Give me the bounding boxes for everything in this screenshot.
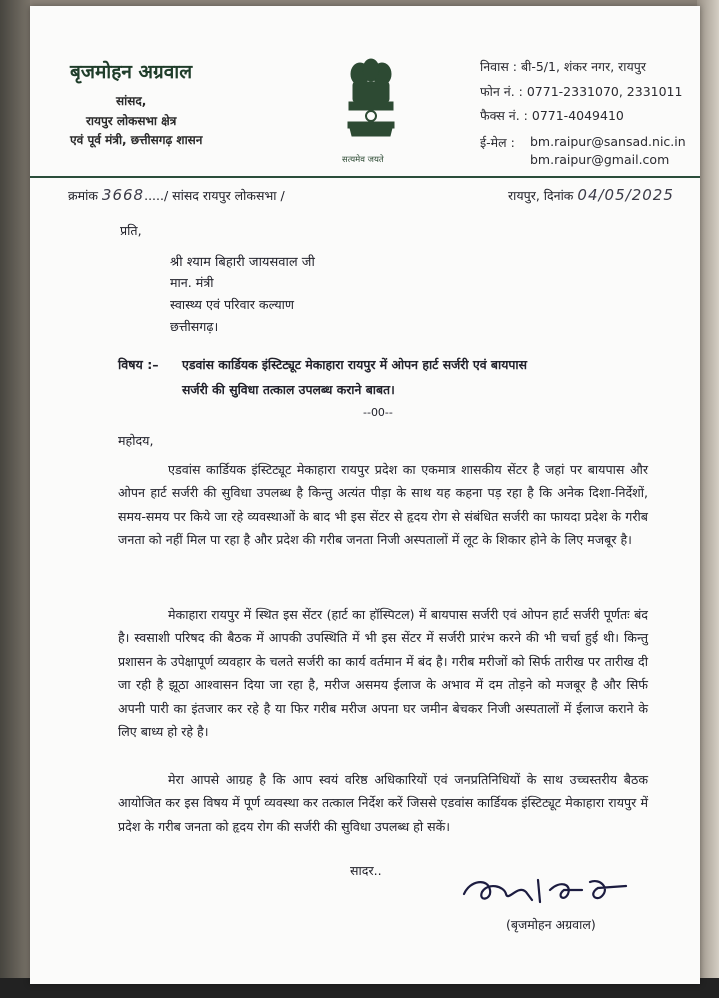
subject-separator: --00-- (363, 406, 393, 419)
date-value: 04/05/2025 (577, 186, 674, 204)
reference-prefix: क्रमांक (68, 188, 98, 203)
letter-page (30, 6, 700, 984)
recipient-prati: प्रति, (120, 223, 142, 238)
letterhead-divider (30, 176, 700, 178)
body-paragraph-1: एडवांस कार्डियक इंस्टिट्यूट मेकाहारा रायपुर प्रदेश का एकमात्र शासकीय सेंटर है जहां पर बायपास और ओपन हार्ट सर्जरी की सुविधा उपलब्ध है किन्तु अत्यंत पीड़ा के साथ यह कहना पड़ रहा है कि अनेक दिशा-निर्देशों, समय-समय पर किये जा रहे व्यवस्थाओं के बाद भी इस सेंटर से हृदय रोग से संबंधित सर्जरी का फायदा प्रदेश के गरीब जनता को नहीं मिल पा रहा है और प्रदेश की गरीब जनता निजी अस्पतालों में लूट के शिकार होने के लिए मजबूर है। (118, 462, 648, 548)
signatory-name: (बृजमोहन अग्रवाल) (506, 917, 596, 932)
reference-number: 3668 (101, 186, 145, 204)
designation-line-3: एवं पूर्व मंत्री, छत्तीसगढ़ शासन (70, 133, 203, 147)
recipient-name: श्री श्याम बिहारी जायसवाल जी (170, 255, 315, 270)
body-paragraph-2: मेकाहारा रायपुर में स्थित इस सेंटर (हार्ट का हॉस्पिटल) में बायपास सर्जरी एवं ओपन हार्ट सर्जरी पूर्णतः बंद है। स्वसाशी परिषद की बैठक में आपकी उपस्थिति में भी इस सेंटर में सर्जरी प्रारंभ करने की भी चर्चा हुई थी। किन्तु प्रशासन के उपेक्षापूर्ण व्यवहार के चलते सर्जरी का कार्य वर्तमान में बंद है। गरीब मरीजों को सिर्फ तारीख पर तारीख दी जा रही है झूठा आश्वासन दिया जा रहा है, मरीज असमय ईलाज के अभाव में दम तोड़ने को मजबूर है और सिर्फ अपनी पारी का इंतजार कर रहे है या फिर गरीब मरीज अपना घर जमीन बेचकर निजी अस्पतालों में ईलाज कराने के लिए बाध्य हो रहे है। (118, 607, 648, 740)
phone-numbers: फोन नं. : 0771-2331070, 2331011 (480, 84, 683, 99)
reference-line (68, 186, 285, 204)
background-left (0, 0, 30, 998)
sender-name: बृजमोहन अग्रवाल (70, 61, 193, 83)
closing-saadar: सादर.. (350, 863, 382, 878)
fax-number: फैक्स नं. : 0771-4049410 (480, 108, 624, 123)
email-label: ई-मेल : (480, 135, 515, 150)
designation-line-2: रायपुर लोकसभा क्षेत्र (86, 114, 177, 128)
emblem-motto: सत्यमेव जयते (342, 155, 384, 165)
subject-line-1: एडवांस कार्डियक इंस्टिट्यूट मेकाहारा रायपुर में ओपन हार्ट सर्जरी एवं बायपास (182, 357, 528, 372)
recipient-department: स्वास्थ्य एवं परिवार कल्याण (170, 297, 295, 312)
designation-line-1: सांसद, (116, 94, 147, 108)
reference-suffix: ...../ सांसद रायपुर लोकसभा / (144, 188, 285, 203)
date-line (508, 186, 674, 204)
residence-address: निवास : बी-5/1, शंकर नगर, रायपुर (480, 59, 646, 74)
date-label: रायपुर, दिनांक (508, 188, 574, 203)
email-secondary: bm.raipur@gmail.com (530, 152, 670, 167)
handwritten-signature (460, 872, 630, 916)
subject-line-2: सर्जरी की सुविधा तत्काल उपलब्ध कराने बाबत। (182, 382, 395, 397)
recipient-title: मान. मंत्री (170, 275, 214, 290)
salutation: महोदय, (118, 433, 154, 448)
ashoka-emblem-icon (340, 54, 402, 154)
recipient-state: छत्तीसगढ़। (170, 319, 219, 334)
body-paragraph-3: मेरा आपसे आग्रह है कि आप स्वयं वरिष्ठ अधिकारियों एवं जनप्रतिनिधियों के साथ उच्चस्तरीय बैठक आयोजित कर इस विषय में पूर्ण व्यवस्था कर तत्काल निर्देश करें जिससे एडवांस कार्डियक इंस्टिट्यूट मेकाहारा रायपुर में प्रदेश के गरीब जनता को हृदय रोग की सर्जरी की सुविधा उपलब्ध हो सकें। (118, 772, 648, 834)
email-primary: bm.raipur@sansad.nic.in (530, 134, 686, 149)
background-right (697, 0, 719, 998)
subject-label: विषय :– (118, 357, 159, 372)
